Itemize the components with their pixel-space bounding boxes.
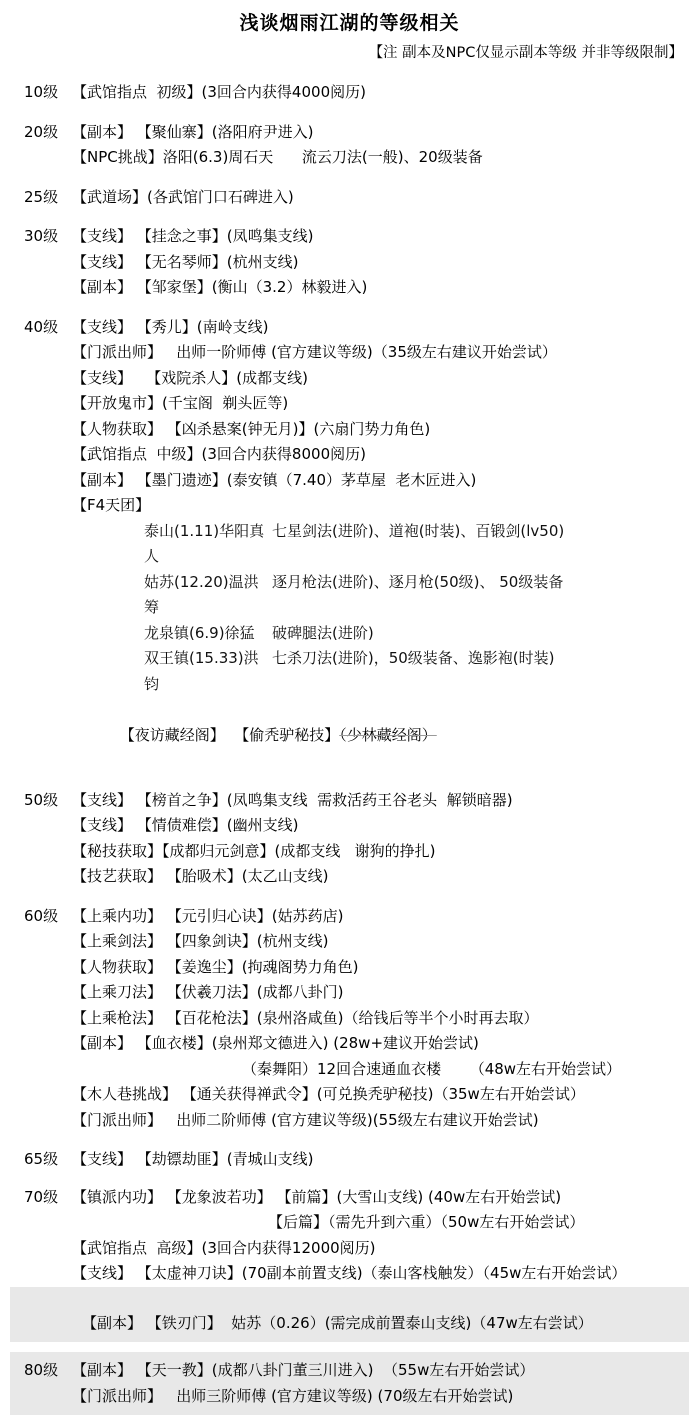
entry-line: 【木人巷挑战】 【通关获得禅武令】(可兑换秃驴秘技)（35w左右开始尝试）: [72, 1085, 585, 1103]
table-row: [72, 646, 689, 697]
level-group-band: [10, 1352, 689, 1415]
entry-line: 【武道场】(各武馆门口石碑进入): [72, 187, 294, 206]
entry-text-faded: （少林藏经阁）: [339, 725, 437, 744]
level-group: [10, 80, 689, 106]
boss-reward: 破碑腿法(进阶): [272, 623, 374, 642]
entry-line: 【支线】 【戏院杀人】(成都支线): [72, 368, 309, 387]
boss-name: 泰山(1.11)华阳真人: [144, 521, 265, 565]
boss-name: 姑苏(12.20)温洪筹: [144, 572, 259, 616]
entry-line: 【上乘枪法】 【百花枪法】(泉州洛咸鱼)（给钱后等半个小时再去取）: [72, 1008, 539, 1027]
table-row: [72, 570, 689, 621]
level-group: [10, 185, 689, 211]
level-label: 25级: [24, 187, 59, 206]
level-group: [10, 224, 689, 301]
entry-line: 【支线】 【无名琴师】(杭州支线): [72, 252, 299, 271]
boss-name: 双王镇(15.33)洪钧: [144, 649, 259, 693]
level-entries: [72, 315, 689, 774]
entry-line: 【副本】 【天一教】(成都八卦门董三川进入) （55w左右开始尝试）: [72, 1361, 535, 1379]
level-entries: [72, 1185, 689, 1287]
entry-line: 【秘技获取】【成都归元剑意】(成都支线 谢狗的挣扎): [72, 841, 436, 860]
level-entries: [72, 1147, 689, 1173]
level-label: 50级: [24, 790, 59, 809]
entry-line: 【上乘刀法】 【伏羲刀法】(成都八卦门): [72, 983, 344, 1001]
content-body: [0, 62, 699, 1415]
entry-line: 【支线】 【情债难偿】(幽州支线): [72, 816, 299, 834]
entry-line: 【副本】 【邹家堡】(衡山（3.2）林毅进入): [72, 278, 368, 296]
entry-line: 【副本】 【墨门遗迹】(泰安镇（7.40）茅草屋 老木匠进入): [72, 470, 477, 489]
level-group: [10, 315, 689, 774]
table-row: [72, 519, 689, 570]
boss-table: [72, 519, 689, 698]
level-entries: [72, 224, 689, 301]
entry-line: 【支线】 【挂念之事】(凤鸣集支线): [72, 227, 314, 245]
entry-text: 【夜访藏经阁】 【偷秃驴秘技】: [119, 725, 340, 744]
highlight-band-row: [10, 1309, 689, 1343]
level-group: [10, 1358, 689, 1409]
entry-line: 【门派出师】 出师一阶师傅 (官方建议等级)（35级左右建议开始尝试）: [72, 343, 557, 361]
level-entries: [72, 120, 689, 171]
level-label: 65级: [24, 1150, 59, 1168]
page-title: 浅谈烟雨江湖的等级相关: [239, 12, 460, 34]
entry-line: 【支线】 【秀儿】(南岭支线): [72, 317, 269, 336]
boss-reward: 逐月枪法(进阶)、逐月枪(50级)、 50级装备: [272, 572, 564, 591]
table-row: [72, 621, 689, 647]
entry-line: 【支线】 【劫镖劫匪】(青城山支线): [72, 1150, 314, 1168]
entry-line: 【人物获取】 【姜逸尘】(拘魂阁势力角色): [72, 957, 359, 976]
level-label: 40级: [24, 317, 59, 336]
level-entries: [72, 788, 689, 890]
level-label: 10级: [24, 83, 59, 101]
entry-line: [72, 697, 689, 774]
boss-reward: 七杀刀法(进阶)，50级装备、逸影袍(时装): [272, 649, 555, 667]
entry-line: 【后篇】（需先升到六重）（50w左右开始尝试）: [268, 1213, 585, 1231]
level-label: 70级: [24, 1187, 59, 1206]
entry-line: 【门派出师】 出师三阶师傅 (官方建议等级) (70级左右开始尝试): [72, 1386, 514, 1405]
entry-line: 【NPC挑战】洛阳(6.3)周石天 流云刀法(一般)、20级装备: [72, 148, 483, 166]
entry-line: 【上乘内功】 【元引归心诀】(姑苏药店): [72, 906, 344, 925]
level-label: 20级: [24, 122, 59, 141]
entry-line: 【门派出师】 出师二阶师傅 (官方建议等级)(55级左右建议开始尝试): [72, 1110, 539, 1129]
entry-line: 【武馆指点 中级】(3回合内获得8000阅历): [72, 445, 366, 463]
level-entries: [72, 80, 689, 106]
level-label: 60级: [24, 906, 59, 925]
entry-line: 【F4天团】: [72, 496, 151, 514]
level-label: 80级: [24, 1361, 59, 1379]
entry-line: 【镇派内功】 【龙象波若功】 【前篇】(大雪山支线) (40w左右开始尝试): [72, 1187, 562, 1206]
level-entries: [72, 904, 689, 1134]
level-entries: [72, 185, 689, 211]
entry-line: 【支线】 【太虚神刀诀】(70副本前置支线)（泰山客栈触发）（45w左右开始尝试）: [72, 1264, 627, 1282]
boss-reward: 七星剑法(进阶)、道袍(时装)、百锻剑(lv50): [272, 521, 565, 540]
entry-line: 【武馆指点 高级】(3回合内获得12000阅历): [72, 1238, 376, 1257]
level-group: [10, 904, 689, 1134]
entry-line: 【副本】 【铁刃门】 姑苏（0.26）(需完成前置泰山支线)（47w左右尝试）: [82, 1313, 593, 1332]
entry-line: 【开放鬼市】(千宝阁 剃头匠等): [72, 394, 289, 412]
entry-line: 【武馆指点 初级】(3回合内获得4000阅历): [72, 83, 366, 101]
entry-line: 【上乘剑法】 【四象剑诀】(杭州支线): [72, 932, 329, 950]
boss-name: 龙泉镇(6.9)徐猛: [144, 623, 255, 642]
entry-line: （秦舞阳）12回合速通血衣楼 （48w左右开始尝试）: [242, 1059, 622, 1078]
level-group: [10, 120, 689, 171]
entry-line: 【支线】 【榜首之争】(凤鸣集支线 需救活药王谷老头 解锁暗器): [72, 790, 513, 809]
level-label: 30级: [24, 227, 59, 245]
page-note: 【注 副本及NPC仅显示副本等级 并非等级限制】: [368, 45, 683, 61]
entry-line: 【副本】 【聚仙寨】(洛阳府尹进入): [72, 122, 314, 141]
level-group: [10, 788, 689, 890]
entry-line: 【技艺获取】 【胎吸术】(太乙山支线): [72, 867, 329, 885]
level-group: [10, 1185, 689, 1287]
entry-line: 【副本】 【血衣楼】(泉州郑文德进入) (28w+建议开始尝试): [72, 1034, 479, 1052]
entry-line: 【人物获取】 【凶杀悬案(钟无月)】(六扇门势力角色): [72, 419, 431, 438]
highlight-band: [10, 1287, 689, 1309]
level-entries: [72, 1358, 689, 1409]
level-group: [10, 1147, 689, 1173]
